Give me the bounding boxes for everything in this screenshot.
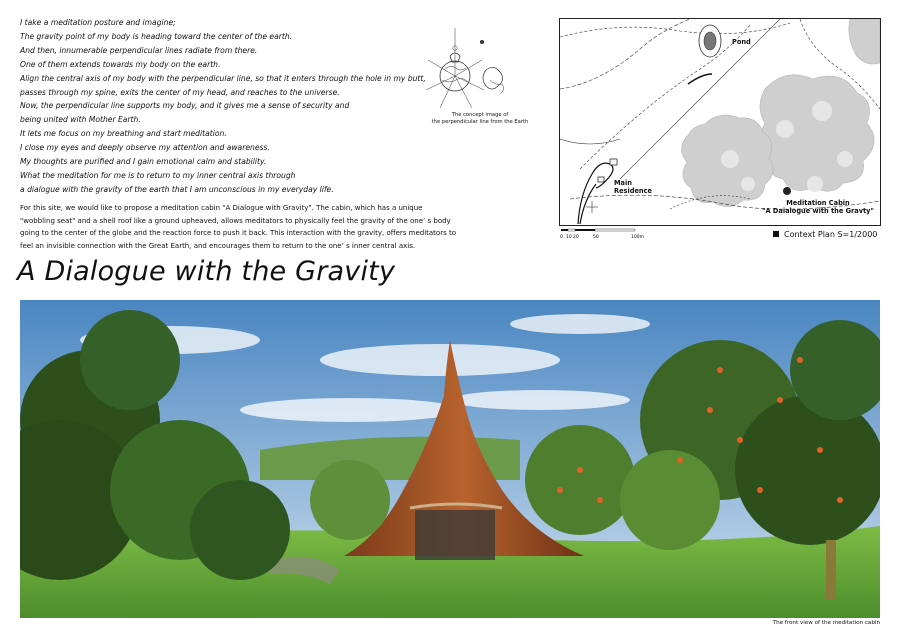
poem-line: And then, innumerable perpendicular lines radiate from there. (20, 45, 258, 55)
residence-label (614, 179, 652, 195)
context-plan-label (773, 230, 877, 239)
cabin-label-line: Meditation Cabin (786, 199, 850, 207)
poem (20, 16, 426, 197)
cabin-rendering (20, 300, 880, 618)
poem-line: I close my eyes and deeply observe my attention and awareness. (20, 143, 270, 153)
poem-line: My thoughts are purified and I gain emotional calm and stability. (20, 157, 267, 167)
poem-line: passes through my spine, exits the center of my head, and reaches to the universe. (20, 87, 340, 97)
poem-line: What the meditation for me is to return to my inner central axis through (20, 170, 296, 180)
context-plan-text: Context Plan S=1/2000 (784, 230, 878, 239)
concept-caption (426, 112, 534, 126)
poem-line: One of them extends towards my body on the earth. (20, 59, 221, 69)
poem-line: It lets me focus on my breathing and start meditation. (20, 129, 227, 139)
residence-label-line: Residence (614, 187, 653, 195)
scale-bar (560, 228, 650, 240)
residence-label-line: Main (614, 179, 632, 187)
scale-tick: 50 (593, 235, 599, 240)
cabin-label (756, 199, 880, 215)
project-description: For this site, we would like to propose a meditation cabin "A Dialogue with Gravity". The cabin, which has a unique "wobbling seat" and a shell roof like a ground upheaved, allows meditators to physically feel the gravity of the one’ s body going to the center of the globe and the reaction force to push it back. This interaction with the gravity, offers meditators to feel an invisible connection with the Great Earth, and encourages them to return to the one’ s inner central axis. (20, 204, 456, 250)
poem-line: Now, the perpendicular line supports my body, and it gives me a sense of security and (20, 101, 350, 111)
pond-label: Pond (732, 38, 751, 46)
map-drawing (560, 19, 880, 225)
poem-line: Align the central axis of my body with the perpendicular line, so that it enters through the hole in my butt, (20, 73, 426, 83)
scale-tick: 10 (566, 235, 572, 240)
poem-line: I take a meditation posture and imagine; (20, 18, 176, 27)
rendering-caption: The front view of the meditation cabin (772, 620, 880, 626)
cabin-label-line: "A Daialogue with the Gravty" (762, 207, 874, 215)
context-map (559, 18, 881, 226)
concept-caption-line: the perpendicular line from the Earth (431, 119, 529, 125)
concept-caption-line: The concept image of (451, 112, 509, 118)
scale-tick: 20 (573, 235, 579, 240)
poem-line: being united with Mother Earth. (20, 115, 141, 125)
square-bullet-icon (773, 231, 779, 237)
poem-line: a dialogue with the gravity of the earth that I am unconscious in my everyday life. (20, 184, 334, 194)
page-title: A Dialogue with the Gravity (17, 256, 396, 287)
poem-line: The gravity point of my body is heading toward the center of the earth. (20, 31, 293, 41)
scale-tick: 100m (631, 235, 644, 240)
scale-tick: 0 (560, 235, 563, 240)
